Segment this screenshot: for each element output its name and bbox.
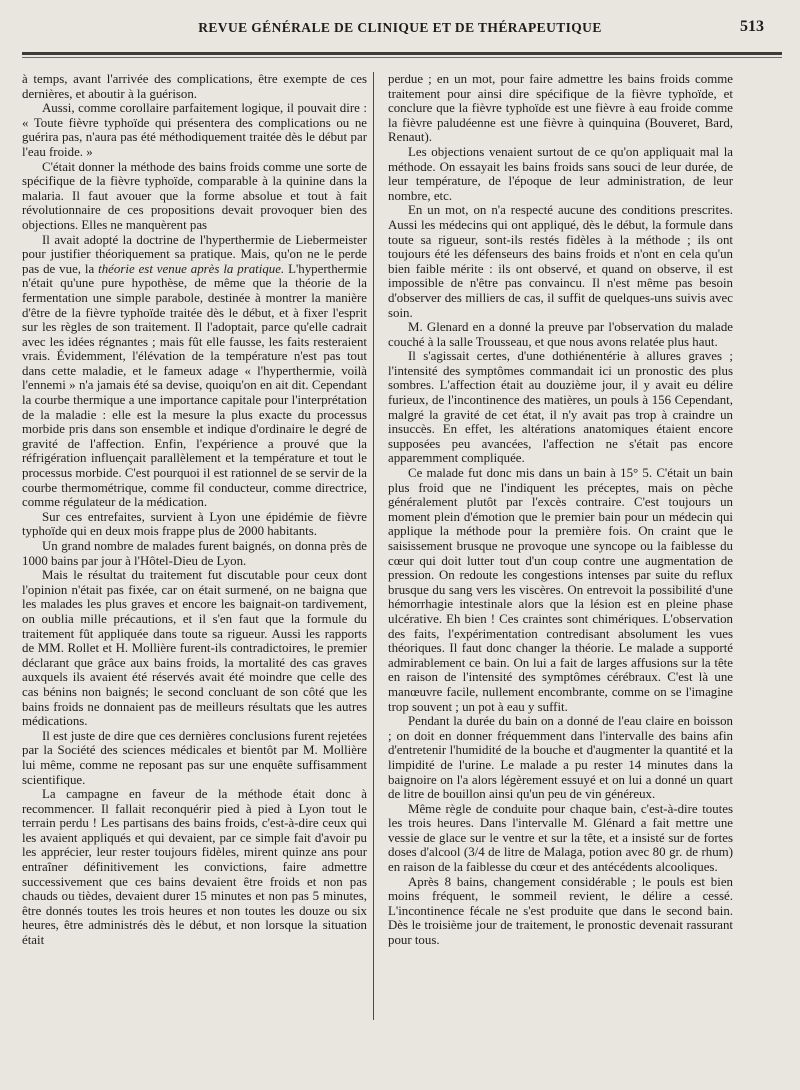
page-header — [0, 18, 800, 42]
paragraph: C'était donner la méthode des bains froids comme une sorte de spécifique de la fièvre typhoïde, comparable à la quinine dans la malaria. Il faut avouer que la forme absolue et tout à fait révolutionnaire de ces propositions devait provoquer bien des objections. Elles ne manquèrent pas — [22, 159, 367, 232]
paragraph: à temps, avant l'arrivée des complications, être exempte de ces dernières, et aboutir à la guérison. — [22, 72, 367, 101]
paragraph: Il avait adopté la doctrine de l'hyperthermie de Liebermeister pour justifier théoriquement sa pratique. Mais, qu'on ne le perde pas de vue, la théorie est venue après la pratique. L'hyperthermie n'était qu'une pure hypothèse, de même que la théorie de la fermentation une simple parabole, destinée à montrer la manière d'être de la fièvre typhoïde traitée dès le début, et à fixer l'esprit sur les règles de son traitement. Il l'adoptait, parce qu'elle cadrait avec les idées régnantes ; mais fût elle fausse, les faits resteraient vrais. Évidemment, l'élévation de la température n'est pas tout dans cette maladie, et le fameux adage « l'hyperthermie, voilà l'ennemi » n'a jamais été sa devise, quoiqu'on en ait dit. Cependant la courbe thermique a une importance capitale pour l'interprétation de la maladie : elle est la mesure la plus exacte du processus morbide pris dans son ensemble et indique d'ordinaire le degré de gravité de l'affection. Enfin, l'expérience a prouvé que la réfrigération influençait parallèlement et la température et tout le processus morbide. C'est pourquoi il est rationnel de se servir de la courbe thermométrique, comme fil conducteur, comme directrice, comme régulateur de la médication. — [22, 232, 367, 510]
right-column — [388, 72, 733, 1072]
header-rule — [22, 52, 782, 55]
paragraph: Ce malade fut donc mis dans un bain à 15° 5. C'était un bain plus froid que ne l'indiquent les préceptes, mais on pèche généralement plutôt par l'excès contraire. C'est toujours un moment plein d'émotion que le premier bain pour un médecin qui applique la méthode pour la première fois. On craint que le saisissement brusque ne provoque une syncope ou la faiblesse du cœur qui doit lutter tout d'un coup contre une augmentation de pression. On redoute les congestions intenses par suite du reflux brusque du sang vers les viscères. On entrevoit la possibilité d'une hémorrhagie intestinale alors que la lésion est en pleine phase ulcérative. Eh bien ! Ces craintes sont chimériques. L'observation des faits, l'expérimentation contredisant absolument les vues théoriques. Il faut donc changer la théorie. Le malade a supporté admirablement ce bain. On lui a fait de larges affusions sur la tête en raison de l'intensité des symptômes cérébraux. C'est là une manœuvre facile, nullement encombrante, comme on se l'imagine trop souvent ; un pot à eau y suffit. — [388, 466, 733, 714]
paragraph: Même règle de conduite pour chaque bain, c'est-à-dire toutes les trois heures. Dans l'intervalle M. Glénard a fait mettre une vessie de glace sur le ventre et sur la tête, et a insisté sur de fortes doses d'alcool (3/4 de litre de Malaga, potion avec 80 gr. de rhum) en raison de la faiblesse du cœur et des antécédents alcooliques. — [388, 801, 733, 875]
left-column — [22, 72, 367, 1072]
paragraph: Les objections venaient surtout de ce qu'on appliquait mal la méthode. On essayait les bains froids sans souci de leur durée, de leur température, de l'époque de leur administration, de leur nombre, etc. — [388, 144, 733, 203]
paragraph: Il est juste de dire que ces dernières conclusions furent rejetées par la Société des sciences médicales et bientôt par M. Mollière lui même, comme ne reposant pas sur une enquête suffisamment scientifique. — [22, 728, 367, 787]
paragraph: Aussi, comme corollaire parfaitement logique, il pouvait dire : « Toute fièvre typhoïde qui présentera des complications ou ne guérira pas, n'aura pas été méthodiquement traitée dès le début par l'eau froide. » — [22, 101, 367, 159]
paragraph: Sur ces entrefaites, survient à Lyon une épidémie de fièvre typhoïde qui en deux mois frappe plus de 2000 habitants. — [22, 509, 367, 539]
column-divider — [373, 72, 374, 1020]
paragraph: Pendant la durée du bain on a donné de l'eau claire en boisson ; on doit en donner fréquemment dans l'intervalle des bains afin d'entretenir l'humidité de la bouche et d'augmenter la quantité et la limpidité de l'urine. Le malade a pu rester 14 minutes dans la baignoire on l'a alors légèrement essuyé et on lui a donné un quart de litre de bouillon ainsi qu'un peu de vin généreux. — [388, 714, 733, 802]
header-rule-thin — [22, 57, 782, 58]
page-number: 513 — [740, 18, 764, 35]
paragraph: Il s'agissait certes, d'une dothiénentérie à allures graves ; l'intensité des symptômes commandait ici un pronostic des plus sombres. L'affection était au douzième jour, il y avait eu délire furieux, de l'incontinence des matières, un pouls à 156 Cependant, malgré la gravité de cet état, il n'y avait pas trop à craindre un insuccès. En effet, les altérations anatomiques étaient encore supposées peu avancées, l'affection ne s'était pas encore apparemment compliquée. — [388, 349, 733, 466]
paragraph: Mais le résultat du traitement fut discutable pour ceux dont l'opinion n'était pas fixée, car on était surmené, on ne baigna que les malades les plus graves et encore les baignait-on tardivement, on oublia mille précautions, et il s'en faut que la formule du traitement fût appliquée dans toute sa rigueur. Aussi les rapports de MM. Rollet et H. Mollière furent-ils contradictoires, le premier déclarant que grâce aux bains froids, la mortalité des cas graves auxquels ils avaient été réservés avait été moindre que celle des cas bénins non baignés; le second concluant de son côté que les bains froids ne donnaient pas de meilleurs résultats que les autres médications. — [22, 568, 367, 729]
running-title: REVUE GÉNÉRALE DE CLINIQUE ET DE THÉRAPEUTIQUE — [198, 20, 602, 35]
paragraph: La campagne en faveur de la méthode était donc à recommencer. Il fallait reconquérir pied à pied à Lyon tout le terrain perdu ! Les partisans des bains froids, c'est-à-dire ceux qui les avaient appliqués et qui devaient, par ce simple fait d'avoir pu les apprécier, leur rester toujours fidèles, mirent quinze ans pour entraîner définitivement les convictions, faire admettre successivement que ces bains devaient être froids et non pas chauds ou tièdes, devaient durer 15 minutes et non pas 5 minutes, être donnés toutes les trois heures et non toutes les douze ou six heures, être administrés dès le début, et non lorsque la situation était — [22, 787, 367, 948]
paragraph: Après 8 bains, changement considérable ; le pouls est bien moins fréquent, le sommeil revient, le délire a cessé. L'incontinence fécale ne s'est produite que dans le second bain. Dès le troisième jour de traitement, le pronostic devenait rassurant pour tous. — [388, 874, 733, 948]
paragraph: M. Glenard en a donné la preuve par l'observation du malade couché à la salle Trousseau, et que nous avons relatée plus haut. — [388, 320, 733, 349]
paragraph: En un mot, on n'a respecté aucune des conditions prescrites. Aussi les médecins qui ont appliqué, dès le début, la formule dans toute sa rigueur, sont-ils restés fidèles à la méthode ; ils ont toujours été les défenseurs des bains froids et n'ont en cela qu'un bien faible mérite : ils ont observé, et quand on observe, il est impossible de n'être pas convaincu. Il n'est même pas besoin d'observer des milliers de cas, il suffit de quelques-uns suivis avec soin. — [388, 203, 733, 320]
paragraph: Un grand nombre de malades furent baignés, on donna près de 1000 bains par jour à l'Hôtel-Dieu de Lyon. — [22, 539, 367, 568]
paragraph: perdue ; en un mot, pour faire admettre les bains froids comme traitement pour ainsi dire spécifique de la fièvre typhoïde, et conclure que la fièvre typhoïde est une fièvre à eau froide comme la fièvre paludéenne est une fièvre à quinquina (Bouveret, Bard, Renaut). — [388, 72, 733, 145]
